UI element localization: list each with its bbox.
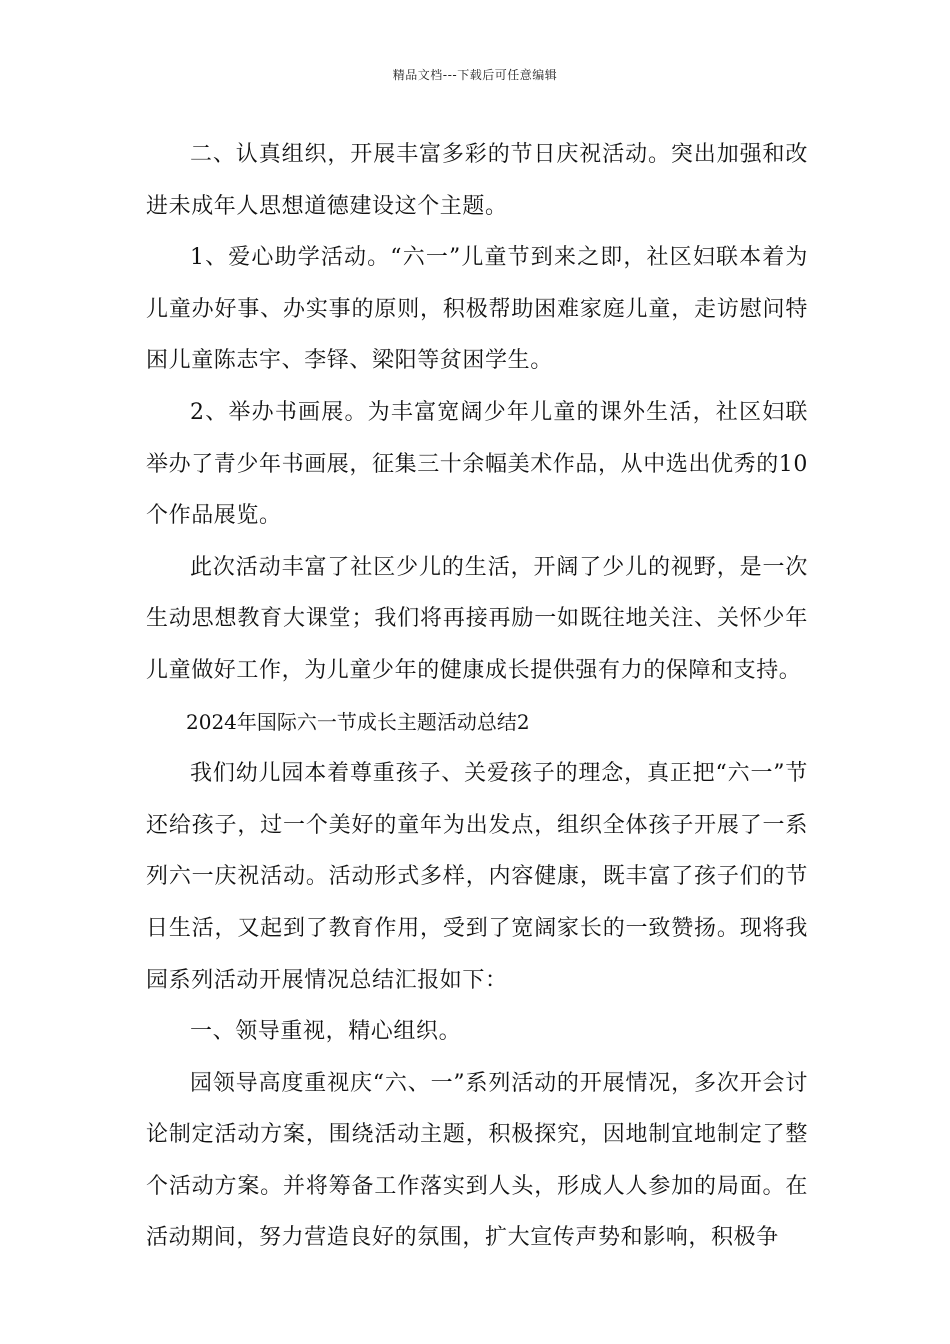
page-header: 精品文档---下载后可任意编辑 bbox=[392, 68, 558, 82]
section-title: 2024年国际六一节成长主题活动总结2 bbox=[186, 709, 530, 734]
paragraph-item-one: 1、爱心助学活动。“六一”儿童节到来之即，社区妇联本着为儿童办好事、办实事的原则，积极帮助困难家庭儿童，走访慰问特困儿童陈志宇、李铎、梁阳等贫困学生。 bbox=[146, 245, 808, 374]
paragraph-conclusion: 此次活动丰富了社区少儿的生活，开阔了少儿的视野，是一次生动思想教育大课堂；我们将再接再励一如既往地关注、关怀少年儿童做好工作，为儿童少年的健康成长提供强有力的保障和支持。 bbox=[146, 554, 808, 683]
paragraph-heading-one: 一、领导重视，精心组织。 bbox=[190, 1019, 462, 1045]
document-body bbox=[146, 129, 808, 1264]
paragraph-item-two: 2、举办书画展。为丰富宽阔少年儿童的课外生活，社区妇联举办了青少年书画展，征集三十余幅美术作品，从中选出优秀的10个作品展览。 bbox=[146, 399, 808, 529]
paragraph-leadership: 园领导高度重视庆“六、一”系列活动的开展情况，多次开会讨论制定活动方案，围绕活动主题，积极探究，因地制宜地制定了整个活动方案。并将筹备工作落实到人头，形成人人参加的局面。在活动期间，努力营造良好的氛围，扩大宣传声势和影响，积极争 bbox=[146, 1070, 808, 1251]
paragraph-intro: 我们幼儿园本着尊重孩子、关爱孩子的理念，真正把“六一”节还给孩子，过一个美好的童年为出发点，组织全体孩子开展了一系列六一庆祝活动。活动形式多样，内容健康，既丰富了孩子们的节日生活，又起到了教育作用，受到了宽阔家长的一致赞扬。现将我园系列活动开展情况总结汇报如下： bbox=[146, 761, 808, 993]
paragraph-section-two: 二、认真组织，开展丰富多彩的节日庆祝活动。突出加强和改进未成年人思想道德建设这个主题。 bbox=[146, 142, 808, 219]
